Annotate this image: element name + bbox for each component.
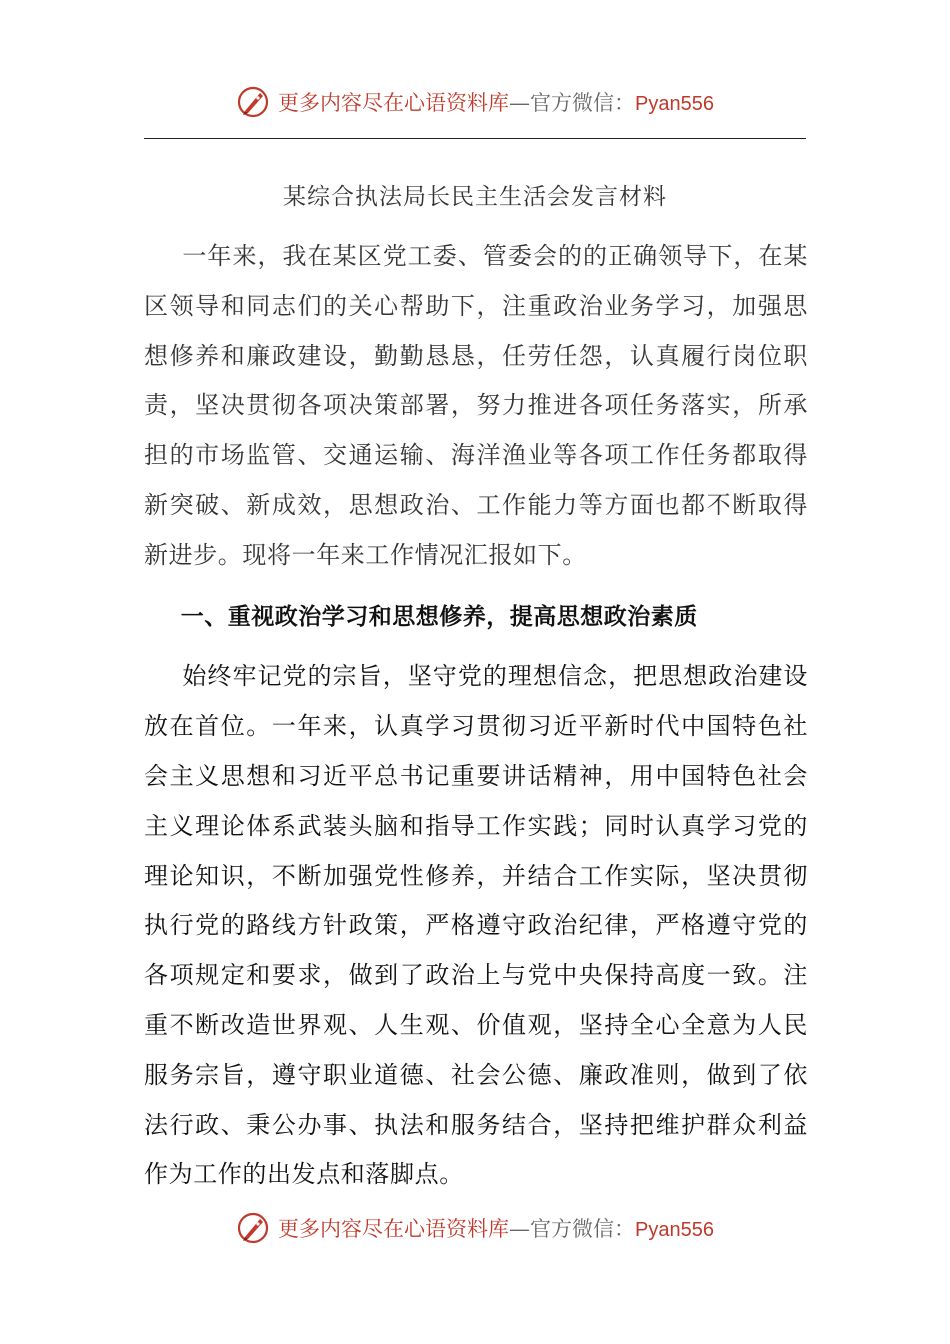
banner-main-text: 更多内容尽在心语资料库 (278, 1217, 510, 1241)
document-title: 某综合执法局长民主生活会发言材料 (283, 184, 667, 210)
banner-main-text: 更多内容尽在心语资料库 (278, 91, 510, 115)
banner-sub-text: —官方微信： (509, 91, 636, 115)
section-heading: 一、重视政治学习和思想修养，提高思想政治素质 (180, 603, 698, 630)
pen-nib-logo-icon (236, 85, 270, 119)
banner-id-text: Pyan556 (635, 93, 714, 115)
document-body (144, 232, 808, 1200)
banner-sub-text: —官方微信： (509, 1217, 636, 1241)
banner-text (278, 1213, 714, 1243)
header-banner (0, 82, 950, 122)
section-paragraph: 始终牢记党的宗旨，坚守党的理想信念，把思想政治建设放在首位。一年来，认真学习贯彻习近平新时代中国特色社会主义思想和习近平总书记重要讲话精神，用中国特色社会主义理论体系武装头脑和指导工作实践；同时认真学习党的理论知识，不断加强党性修养，并结合工作实际，坚决贯彻执行党的路线方针政策，严格遵守政治纪律，严格遵守党的各项规定和要求，做到了政治上与党中央保持高度一致。注重不断改造世界观、人生观、价值观，坚持全心全意为人民服务宗旨，遵守职业道德、社会公德、廉政准则，做到了依法行政、秉公办事、执法和服务结合，坚持把维护群众利益作为工作的出发点和落脚点。 (144, 662, 808, 1189)
footer-banner (0, 1208, 950, 1248)
header-rule (144, 138, 806, 139)
banner-id-text: Pyan556 (635, 1219, 714, 1241)
banner-text (278, 87, 714, 117)
intro-paragraph: 一年来，我在某区党工委、管委会的的正确领导下，在某区领导和同志们的关心帮助下，注重政治业务学习，加强思想修养和廉政建设，勤勤恳恳，任劳任怨，认真履行岗位职责，坚决贯彻各项决策部署，努力推进各项任务落实，所承担的市场监管、交通运输、海洋渔业等各项工作任务都取得新突破、新成效，思想政治、工作能力等方面也都不断取得新进步。现将一年来工作情况汇报如下。 (144, 242, 808, 569)
pen-nib-logo-icon (236, 1211, 270, 1245)
